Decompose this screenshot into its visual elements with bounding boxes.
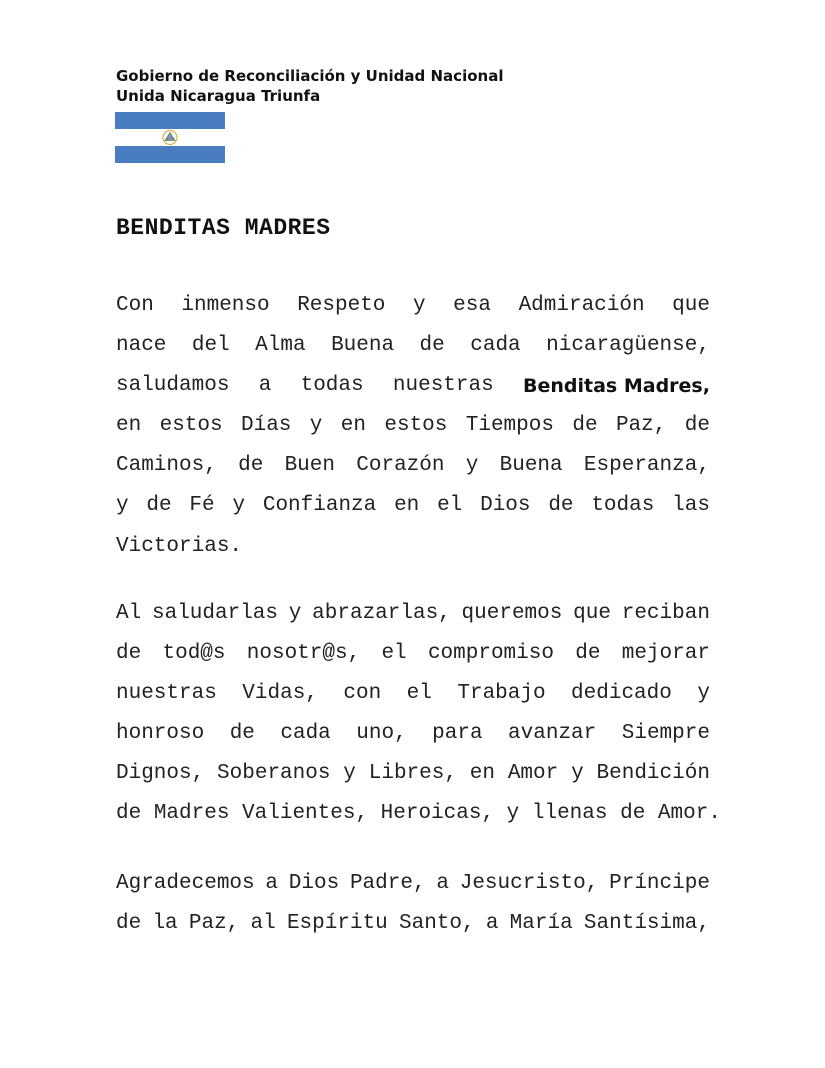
word: Dios — [480, 494, 531, 518]
word: y — [412, 294, 426, 317]
word: el — [406, 682, 432, 706]
word: llenas — [531, 802, 608, 826]
word: que — [672, 294, 710, 317]
word: nicaragüense, — [546, 334, 710, 358]
word: Tiempos — [465, 414, 554, 438]
word: nuestras — [116, 682, 217, 706]
word: de — [238, 454, 264, 478]
text-line — [116, 366, 710, 406]
paragraph-greeting — [116, 286, 710, 567]
text-line — [116, 594, 710, 634]
word: el — [381, 642, 407, 666]
word: Respeto — [297, 294, 386, 317]
word: Buena — [499, 454, 563, 478]
word: mejorar — [621, 642, 710, 666]
word: en — [340, 414, 366, 438]
word: inmenso — [181, 294, 270, 317]
word: Padre, — [349, 872, 426, 895]
word: saludarlas — [151, 602, 279, 625]
word: de — [116, 802, 142, 826]
text-line — [116, 754, 710, 794]
text-line — [116, 286, 710, 326]
word: en — [469, 762, 495, 786]
word: de — [146, 494, 172, 518]
text-line — [116, 486, 710, 526]
word: Alma — [255, 334, 306, 358]
word: Valientes, — [242, 802, 369, 826]
word: Al — [116, 602, 142, 625]
text-line — [116, 904, 710, 944]
word: Con — [116, 294, 154, 317]
word: el — [437, 494, 463, 518]
word: Dignos, — [116, 762, 205, 786]
word: Soberanos — [217, 762, 331, 786]
word: y — [232, 494, 246, 518]
word: para — [432, 722, 483, 746]
word: Caminos, — [116, 454, 217, 478]
text-line — [116, 794, 721, 834]
word: de — [116, 642, 142, 666]
word: Agradecemos — [116, 872, 255, 895]
word: y — [465, 454, 479, 478]
text-line — [116, 634, 710, 674]
paragraph-commitment — [116, 594, 721, 835]
word: Santísima, — [583, 912, 710, 936]
word: de — [548, 494, 574, 518]
word: Bendición — [596, 762, 710, 786]
text-line — [116, 326, 710, 366]
word: y — [288, 602, 302, 625]
word: Corazón — [356, 454, 445, 478]
word: Dios — [288, 872, 340, 895]
word: estos — [159, 414, 223, 438]
text-line — [116, 674, 710, 714]
text-line — [116, 527, 710, 567]
word: Días — [240, 414, 292, 438]
paragraph-gratitude — [116, 864, 710, 944]
word: y — [571, 762, 584, 786]
word: Santo, — [399, 912, 475, 936]
word: reciban — [621, 602, 710, 625]
word: en — [394, 494, 420, 518]
header-government-name: Gobierno de Reconciliación y Unidad Nacional — [116, 67, 504, 85]
word: que — [573, 602, 611, 625]
word: nosotr@s, — [246, 642, 361, 666]
word: honroso — [116, 722, 205, 746]
word: a — [436, 872, 449, 895]
word: y — [116, 494, 129, 518]
word: Espíritu — [286, 912, 388, 936]
word: nuestras — [392, 374, 494, 398]
word: Amor. — [657, 802, 721, 826]
word: uno, — [356, 722, 407, 746]
text-line — [116, 714, 710, 754]
word: Fé — [189, 494, 215, 518]
bold-phrase: Benditas Madres, — [523, 375, 710, 398]
word: cada — [470, 334, 521, 358]
word: Confianza — [262, 494, 377, 518]
word: de — [419, 334, 445, 358]
word: y — [309, 414, 323, 438]
word: Esperanza, — [583, 454, 710, 478]
word: y — [506, 802, 520, 826]
word: a — [265, 872, 278, 895]
text-line — [116, 406, 710, 446]
header — [116, 66, 503, 106]
word: Amor — [507, 762, 559, 786]
word: a — [258, 374, 272, 398]
word: a — [485, 912, 499, 936]
word: Paz, — [615, 414, 667, 438]
word: y — [697, 682, 710, 706]
word: todas — [300, 374, 364, 398]
nicaragua-flag-icon — [115, 112, 225, 163]
word: de — [684, 414, 710, 438]
word: Jesucristo, — [459, 872, 599, 895]
word: la — [152, 912, 178, 936]
word: María — [509, 912, 573, 936]
text-line — [116, 864, 710, 904]
word: tod@s — [162, 642, 226, 666]
word: y — [343, 762, 356, 786]
word: todas — [591, 494, 655, 518]
word: avanzar — [508, 722, 597, 746]
header-slogan: Unida Nicaragua Triunfa — [116, 87, 321, 105]
word: Heroicas, — [380, 802, 495, 826]
word: de — [620, 802, 646, 826]
word: cada — [280, 722, 331, 746]
word: al — [250, 912, 276, 936]
word: con — [343, 682, 382, 706]
word: Admiración — [518, 294, 645, 317]
word: Paz, — [188, 912, 240, 936]
word: de — [572, 414, 598, 438]
text-line — [116, 446, 710, 486]
word: nace — [116, 334, 167, 358]
word: en — [116, 414, 142, 438]
word: Vidas, — [242, 682, 318, 706]
word: abrazarlas, — [312, 602, 451, 625]
word: dedicado — [571, 682, 672, 706]
document-title: BENDITAS MADRES — [116, 215, 331, 241]
word: Siempre — [621, 722, 710, 746]
word: Príncipe — [609, 872, 710, 895]
word: de — [229, 722, 255, 746]
word: Madres — [153, 802, 230, 826]
word: las — [672, 494, 710, 518]
word: de — [116, 912, 142, 936]
word: de — [575, 642, 601, 666]
word: compromiso — [427, 642, 554, 666]
word: esa — [453, 294, 491, 317]
word: estos — [384, 414, 448, 438]
word: saludamos — [116, 374, 230, 398]
word: Buen — [284, 454, 335, 478]
word: del — [191, 334, 230, 358]
word: Trabajo — [457, 682, 546, 706]
word: Libres, — [368, 762, 457, 786]
word: queremos — [461, 602, 563, 625]
word: Buena — [331, 334, 395, 358]
word: Victorias. — [116, 534, 243, 558]
